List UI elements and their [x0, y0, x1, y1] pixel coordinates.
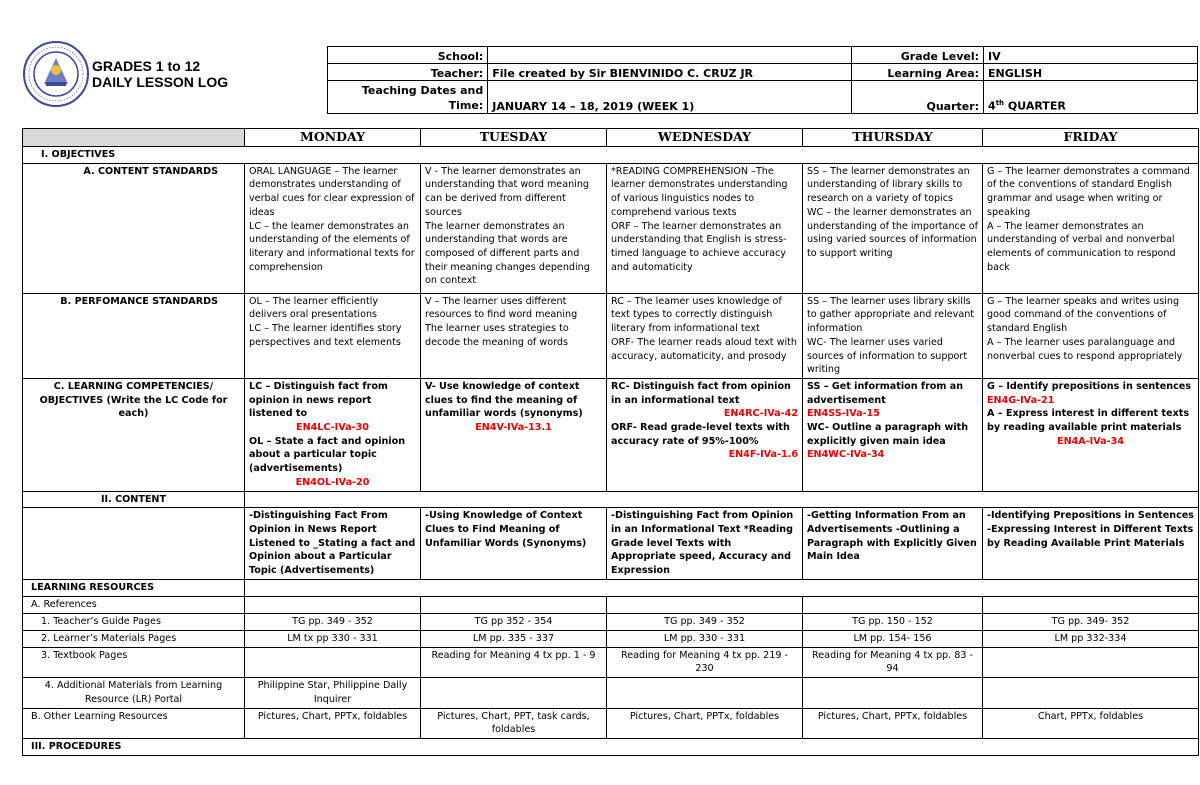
- textbook-pages-wednesday: Reading for Meaning 4 tx pp. 219 - 230: [607, 647, 803, 677]
- learning-area-label: Learning Area:: [852, 64, 984, 81]
- content-monday: -Distinguishing Fact From Opinion in News Report Listened to _Stating a fact and Opinion about a Particular Topic (Advertisements): [245, 508, 421, 580]
- additional-materials-tuesday: [421, 678, 607, 708]
- lc-code: EN4WC-IVa-34: [807, 449, 885, 461]
- school-label: School:: [328, 47, 488, 64]
- other-resources-thursday: Pictures, Chart, PPTx, foldables: [803, 708, 983, 738]
- label-content-standards: A. CONTENT STANDARDS: [23, 163, 245, 293]
- lm-pages-friday: LM pp 332-334: [983, 630, 1199, 647]
- lc-code: EN4A-IVa-34: [1057, 435, 1124, 447]
- lm-pages-tuesday: LM pp. 335 - 337: [421, 630, 607, 647]
- learning-area-value: ENGLISH: [984, 64, 1198, 81]
- tg-pages-tuesday: TG pp 352 - 354: [421, 613, 607, 630]
- header-info-table: [22, 46, 1198, 114]
- tg-pages-wednesday: TG pp. 349 - 352: [607, 613, 803, 630]
- lm-pages-monday: LM tx pp 330 - 331: [245, 630, 421, 647]
- lesson-log-table: [22, 128, 1199, 756]
- day-header-monday: MONDAY: [245, 129, 421, 147]
- performance-standards-friday: G – The learner speaks and writes using good command of the conventions of standard English A – The learner uses paralanguage and nonverbal cues to respond appropriately: [983, 293, 1199, 378]
- teaching-dates-value: JANUARY 14 – 18, 2019 (WEEK 1): [488, 81, 852, 114]
- lc-code: EN4RC-IVa-42: [723, 408, 798, 420]
- teacher-label: Teacher:: [328, 64, 488, 81]
- lm-pages-wednesday: LM pp. 330 - 331: [607, 630, 803, 647]
- content-friday: -Identifying Prepositions in Sentences -Expressing Interest in Different Texts by Reading Available Print Materials: [983, 508, 1199, 580]
- textbook-pages-tuesday: Reading for Meaning 4 tx pp. 1 - 9: [421, 647, 607, 677]
- lc-code: EN4F-IVa-1.6: [728, 449, 798, 461]
- section-objectives: I. OBJECTIVES: [23, 147, 1199, 164]
- lc-code: EN4V-IVa-13.1: [475, 422, 552, 434]
- content-standards-thursday: SS – The learner demonstrates an understanding of library skills to research on a variety of topics WC – the learner demonstrates an understanding of the importance of using varied sources of information to support writing: [803, 163, 983, 293]
- lc-code: EN4OL-IVa-20: [295, 476, 370, 488]
- competencies-friday: G – Identify prepositions in sentences EN4G-IVa-21 A – Express interest in different texts by reading available print materials EN4A-IVa-34: [983, 378, 1199, 491]
- performance-standards-tuesday: V – The learner uses different resources to find word meaning The learner uses strategies to decode the meaning of words: [421, 293, 607, 378]
- performance-standards-monday: OL – The learner efficiently delivers oral presentations LC – The learner identifies story perspectives and text elements: [245, 293, 421, 378]
- day-header-thursday: THURSDAY: [803, 129, 983, 147]
- label-learners-materials: 2. Learner’s Materials Pages: [23, 630, 245, 647]
- lc-code: EN4G-IVa-21: [987, 394, 1055, 406]
- title-line-2: DAILY LESSON LOG: [92, 74, 229, 90]
- section-learning-resources: LEARNING RESOURCES: [23, 579, 245, 596]
- day-header-friday: FRIDAY: [983, 129, 1199, 147]
- additional-materials-wednesday: [607, 678, 803, 708]
- textbook-pages-thursday: Reading for Meaning 4 tx pp. 83 - 94: [803, 647, 983, 677]
- performance-standards-wednesday: RC – The leamer uses knowledge of text types to correctly distinguish literary from informational text ORF- The learner reads aloud text with accuracy, automaticity, and prosody: [607, 293, 803, 378]
- tg-pages-monday: TG pp. 349 - 352: [245, 613, 421, 630]
- tg-pages-friday: TG pp. 349- 352: [983, 613, 1199, 630]
- content-thursday: -Getting Information From an Advertisements -Outlining a Paragraph with Explicitly Given Main Idea: [803, 508, 983, 580]
- label-performance-standards: B. PERFOMANCE STANDARDS: [23, 293, 245, 378]
- section-content: II. CONTENT: [23, 491, 245, 508]
- label-learning-competencies: C. LEARNING COMPETENCIES/ OBJECTIVES (Write the LC Code for each): [23, 378, 245, 491]
- title-line-1: GRADES 1 to 12: [92, 58, 201, 74]
- grade-level-label: Grade Level:: [852, 47, 984, 64]
- day-header-tuesday: TUESDAY: [421, 129, 607, 147]
- other-resources-friday: Chart, PPTx, foldables: [983, 708, 1199, 738]
- additional-materials-friday: [983, 678, 1199, 708]
- performance-standards-thursday: SS – The learner uses library skills to gather appropriate and relevant information WC- The learner uses varied sources of information to support writing: [803, 293, 983, 378]
- competencies-thursday: SS – Get information from an advertisement EN4SS-IVa-15 WC- Outline a paragraph with explicitly given main idea EN4WC-IVa-34: [803, 378, 983, 491]
- content-tuesday: -Using Knowledge of Context Clues to Find Meaning of Unfamiliar Words (Synonyms): [421, 508, 607, 580]
- textbook-pages-friday: [983, 647, 1199, 677]
- lc-code: EN4SS-IVa-15: [807, 408, 880, 420]
- corner-cell: [23, 129, 245, 147]
- content-standards-friday: G – The learner demonstrates a command of the conventions of standard English grammar and usage when writing or speaking A – The leamer demonstrates an understanding of verbal and nonverbal elements of communication to respond back: [983, 163, 1199, 293]
- label-textbook-pages: 3. Textbook Pages: [23, 647, 245, 677]
- textbook-pages-monday: [245, 647, 421, 677]
- label-teachers-guide: 1. Teacher’s Guide Pages: [23, 613, 245, 630]
- label-additional-materials: 4. Additional Materials from Learning Resource (LR) Portal: [23, 678, 245, 708]
- other-resources-monday: Pictures, Chart, PPTx, foldables: [245, 708, 421, 738]
- lm-pages-thursday: LM pp. 154- 156: [803, 630, 983, 647]
- school-value: [488, 47, 852, 64]
- day-header-wednesday: WEDNESDAY: [607, 129, 803, 147]
- teaching-dates-label: Teaching Dates and Time:: [328, 81, 488, 114]
- quarter-label: Quarter:: [852, 81, 984, 114]
- competencies-monday: LC – Distinguish fact from opinion in news report listened to EN4LC-IVa-30 OL – State a fact and opinion about a particular topic (advertisements) EN4OL-IVa-20: [245, 378, 421, 491]
- label-other-resources: B. Other Learning Resources: [23, 708, 245, 738]
- other-resources-wednesday: Pictures, Chart, PPTx, foldables: [607, 708, 803, 738]
- competencies-wednesday: RC- Distinguish fact from opinion in an informational text EN4RC-IVa-42 ORF- Read grade-level texts with accuracy rate of 95%-100% EN4F-IVa-1.6: [607, 378, 803, 491]
- additional-materials-monday: Philippine Star, Philippine Daily Inquirer: [245, 678, 421, 708]
- content-standards-monday: ORAL LANGUAGE – The learner demonstrates understanding of verbal cues for clear expression of ideas LC – the leamer demonstrates an understanding of the elements of literary and informational texts for comprehension: [245, 163, 421, 293]
- other-resources-tuesday: Pictures, Chart, PPT, task cards, foldables: [421, 708, 607, 738]
- lc-code: EN4LC-IVa-30: [296, 422, 369, 434]
- additional-materials-thursday: [803, 678, 983, 708]
- label-references: A. References: [23, 596, 245, 613]
- competencies-tuesday: V- Use knowledge of context clues to find the meaning of unfamiliar words (synonyms) EN4V-IVa-13.1: [421, 378, 607, 491]
- quarter-value: 4th QUARTER: [984, 81, 1198, 114]
- section-procedures: III. PROCEDURES: [23, 738, 1199, 755]
- content-standards-tuesday: V - The learner demonstrates an understanding that word meaning can be derived from different sources The learner demonstrates an understanding that words are composed of different parts and their meaning changes depending on context: [421, 163, 607, 293]
- teacher-value: File created by Sir BIENVINIDO C. CRUZ JR: [488, 64, 852, 81]
- content-wednesday: -Distinguishing Fact from Opinion in an Informational Text *Reading Grade level Texts with Appropriate speed, Accuracy and Expression: [607, 508, 803, 580]
- content-standards-wednesday: *READING COMPREHENSION –The learner demonstrates understanding of various linguistics nodes to comprehend various texts ORF – The learner demonstrates an understanding that English is stress-timed language to achieve accuracy and automaticity: [607, 163, 803, 293]
- grade-level-value: IV: [984, 47, 1198, 64]
- tg-pages-thursday: TG pp. 150 - 152: [803, 613, 983, 630]
